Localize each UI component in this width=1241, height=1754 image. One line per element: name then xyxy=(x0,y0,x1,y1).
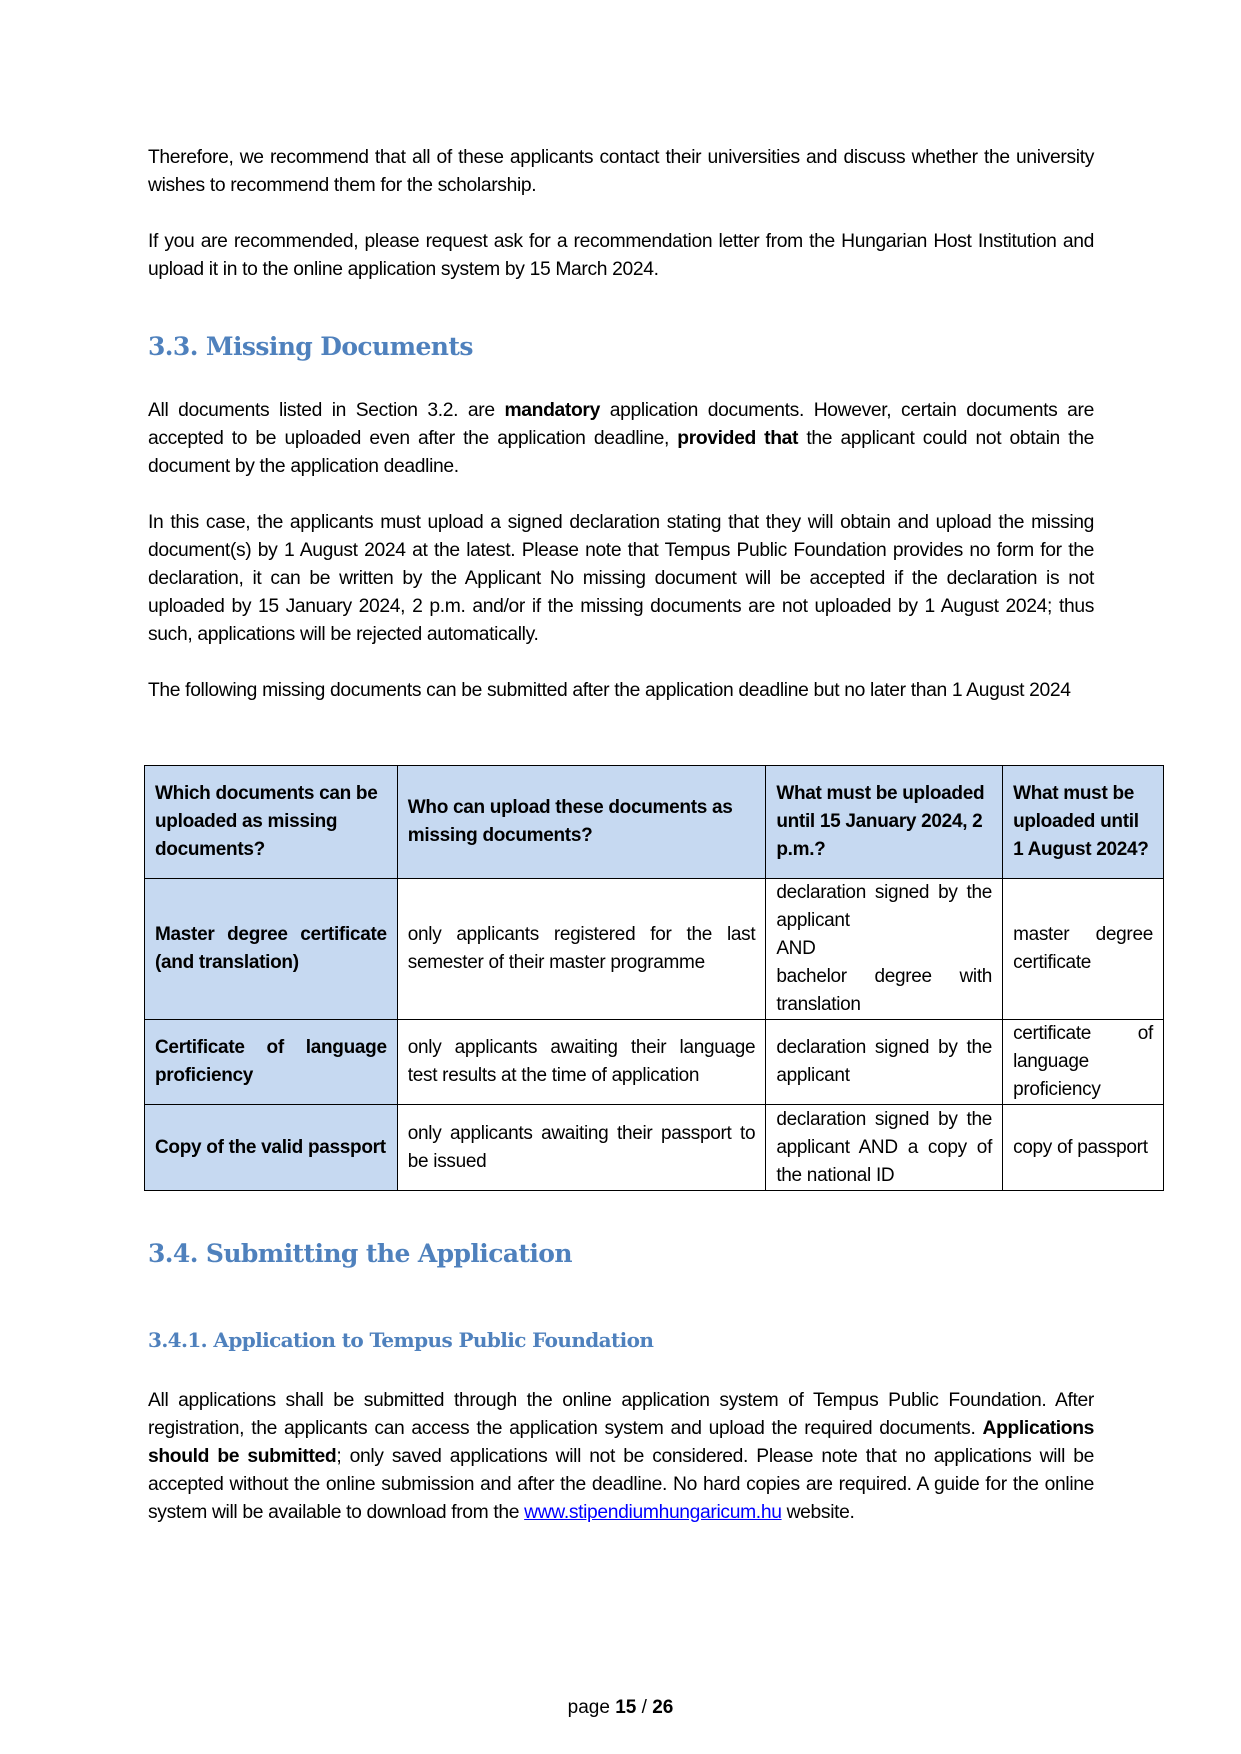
bold-mandatory: mandatory xyxy=(504,400,600,421)
page-separator: / xyxy=(636,1697,653,1718)
paragraph-following-documents: The following missing documents can be submitted after the application deadline but no later than 1 August 2024 xyxy=(148,680,1071,701)
bold-provided-that: provided that xyxy=(677,428,799,449)
total-pages: 26 xyxy=(652,1697,674,1718)
table-header-who: Who can upload these documents as missing documents? xyxy=(397,766,766,879)
heading-missing-documents: 3.3. Missing Documents xyxy=(148,332,473,361)
cell-document: Certificate of language proficiency xyxy=(145,1020,398,1105)
cell-until-august: copy of passport xyxy=(1003,1105,1164,1191)
paragraph-recommendation-letter: If you are recommended, please request ask for a recommendation letter from the Hungarian Host Institution and upload it in to the online application system by 15 March 2024. xyxy=(148,231,1094,280)
cell-until-august: certificate of language proficiency xyxy=(1003,1020,1164,1105)
cell-line: bachelor degree with translation xyxy=(776,966,993,1015)
current-page-number: 15 xyxy=(615,1697,637,1718)
paragraph-recommend-contact: Therefore, we recommend that all of these applicants contact their universities and discuss whether the university wishes to recommend them for the scholarship. xyxy=(148,147,1094,196)
cell-line: declaration signed by the applicant xyxy=(776,882,993,931)
heading-application-tempus: 3.4.1. Application to Tempus Public Foundation xyxy=(148,1328,654,1352)
table-row xyxy=(145,1020,1164,1105)
table-header-row xyxy=(145,766,1164,879)
bold-applications-submitted: Applications should be submitted xyxy=(148,1418,1094,1467)
paragraph-declaration: In this case, the applicants must upload a signed declaration stating that they will obtain and upload the missing document(s) by 1 August 2024 at the latest. Please note that Tempus Public Foundation provides no form for the declaration, it can be written by the Applicant No missing document will be accepted if the declaration is not uploaded by 15 January 2024, 2 p.m. and/or if the missing documents are not uploaded by 1 August 2024; thus such, applications will be rejected automatically. xyxy=(148,512,1094,645)
cell-until-august: master degree certificate xyxy=(1003,879,1164,1020)
cell-document: Master degree certificate (and translation) xyxy=(145,879,398,1020)
heading-submitting-application: 3.4. Submitting the Application xyxy=(148,1239,572,1268)
cell-until-january: declaration signed by the applicant AND a copy of the national ID xyxy=(766,1105,1003,1191)
page-label: page xyxy=(567,1697,616,1718)
table-header-until-august: What must be uploaded until 1 August 2024? xyxy=(1003,766,1164,879)
missing-documents-table xyxy=(144,765,1164,1191)
text-span: ; only saved applications will not be considered. Please note that no applications will be accepted without the online submission and after the deadline. No hard copies are required. A guide for the online system will be available to download from the xyxy=(148,1446,1094,1523)
text-span: application documents. However, certain documents are accepted to be uploaded even after the application deadline, xyxy=(148,400,1094,449)
cell-who: only applicants awaiting their passport to be issued xyxy=(397,1105,766,1191)
table-header-until-january: What must be uploaded until 15 January 2024, 2 p.m.? xyxy=(766,766,1003,879)
table-header-document: Which documents can be uploaded as missing documents? xyxy=(145,766,398,879)
paragraph-mandatory-documents xyxy=(148,397,1094,481)
text-span: All documents listed in Section 3.2. are xyxy=(148,400,505,421)
text-span: the applicant could not obtain the document by the application deadline. xyxy=(148,428,1094,477)
cell-who: only applicants awaiting their language test results at the time of application xyxy=(397,1020,766,1105)
cell-who: only applicants registered for the last semester of their master programme xyxy=(397,879,766,1020)
table-row xyxy=(145,1105,1164,1191)
cell-until-january: declaration signed by the applicant xyxy=(766,1020,1003,1105)
text-span: website. xyxy=(781,1502,855,1523)
text-span: All applications shall be submitted through the online application system of Tempus Public Foundation. After registration, the applicants can access the application system and upload the required documents. xyxy=(148,1390,1094,1439)
stipendium-hungaricum-link[interactable]: www.stipendiumhungaricum.hu xyxy=(524,1502,782,1523)
table-row xyxy=(145,879,1164,1020)
paragraph-online-submission xyxy=(148,1387,1094,1527)
cell-document: Copy of the valid passport xyxy=(145,1105,398,1191)
page-number-footer xyxy=(0,1697,1241,1719)
cell-line: AND xyxy=(776,938,816,959)
cell-until-january xyxy=(766,879,1003,1020)
